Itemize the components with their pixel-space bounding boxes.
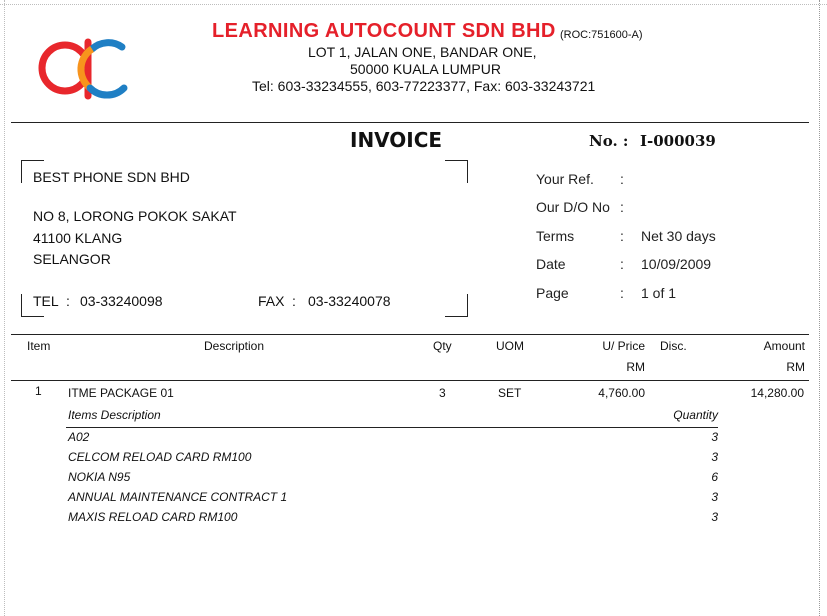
invoice-title: INVOICE: [350, 128, 443, 152]
meta-page-value: 1 of 1: [641, 285, 677, 301]
page-edge-left: [4, 0, 5, 616]
subitem-quantity: 3: [711, 510, 718, 524]
subitem-quantity: 3: [711, 490, 718, 504]
customer-address-line3: SELANGOR: [33, 251, 111, 267]
row-uprice: 4,760.00: [598, 386, 645, 400]
customer-tel-value: 03-33240098: [80, 293, 163, 309]
logo-c-blue-bottom: [90, 88, 124, 95]
meta-terms-value: Net 30 days: [641, 228, 716, 244]
col-header-uprice: U/ Price: [602, 339, 645, 353]
col-header-amount-unit: RM: [786, 360, 805, 374]
customer-address-line2: 41100 KLANG: [33, 230, 123, 246]
customer-fax-label: FAX: [258, 293, 285, 309]
meta-do-no-label: Our D/O No: [536, 199, 610, 215]
logo-c-blue-top: [92, 43, 122, 49]
col-header-uom: UOM: [496, 339, 524, 353]
col-header-description: Description: [204, 339, 265, 353]
table-header-bottom-rule: [11, 380, 809, 381]
row-uom: SET: [498, 386, 522, 400]
company-name: LEARNING AUTOCOUNT SDN BHD: [212, 20, 556, 42]
invoice-number-label: No. :: [589, 132, 629, 150]
col-header-uprice-unit: RM: [626, 360, 645, 374]
address-box-corner-br: [445, 294, 468, 317]
customer-tel-sep: :: [66, 293, 70, 309]
subitem-quantity: 6: [711, 470, 718, 484]
meta-page-label: Page: [536, 285, 569, 301]
table-header-top-rule: [11, 334, 809, 335]
header-divider: [11, 122, 809, 123]
meta-your-ref-label: Your Ref.: [536, 171, 594, 187]
col-header-item: Item: [27, 339, 51, 353]
subitem-description: CELCOM RELOAD CARD RM100: [68, 450, 252, 464]
row-description: ITME PACKAGE 01: [68, 386, 174, 400]
col-header-amount: Amount: [763, 339, 805, 353]
col-header-qty: Qty: [433, 339, 452, 353]
page-edge-top: [0, 4, 827, 5]
company-contact: Tel: 603-33234555, 603-77223377, Fax: 603-33243721: [252, 78, 596, 94]
customer-address-line1: NO 8, LORONG POKOK SAKAT: [33, 208, 237, 224]
row-amount: 14,280.00: [750, 386, 804, 400]
address-box-corner-tr: [445, 160, 468, 183]
company-logo: [38, 28, 130, 108]
meta-page-sep: :: [620, 285, 624, 301]
meta-your-ref-sep: :: [620, 171, 624, 187]
company-address-line1: LOT 1, JALAN ONE, BANDAR ONE,: [308, 44, 537, 60]
invoice-number-value: I-000039: [640, 132, 716, 150]
subitem-quantity: 3: [711, 430, 718, 444]
meta-do-no-sep: :: [620, 199, 624, 215]
page-edge-right: [819, 0, 820, 616]
customer-name: BEST PHONE SDN BHD: [33, 169, 190, 185]
customer-fax-sep: :: [292, 293, 296, 309]
company-address-line2: 50000 KUALA LUMPUR: [350, 61, 501, 77]
subitem-description: MAXIS RELOAD CARD RM100: [68, 510, 238, 524]
row-qty: 3: [439, 386, 446, 400]
meta-terms-sep: :: [620, 228, 624, 244]
customer-tel-label: TEL: [33, 293, 59, 309]
meta-date-value: 10/09/2009: [641, 256, 712, 272]
subitems-header-quantity: Quantity: [673, 408, 718, 422]
meta-date-sep: :: [620, 256, 624, 272]
col-header-disc: Disc.: [660, 339, 687, 353]
subitems-header-rule: [66, 427, 718, 428]
meta-terms-label: Terms: [536, 228, 575, 244]
row-item-no: 1: [35, 384, 42, 398]
subitems-header-description: Items Description: [68, 408, 161, 422]
customer-fax-value: 03-33240078: [308, 293, 391, 309]
company-roc: (ROC:751600-A): [560, 29, 643, 41]
subitem-description: NOKIA N95: [68, 470, 131, 484]
subitem-description: ANNUAL MAINTENANCE CONTRACT 1: [68, 490, 288, 504]
meta-date-label: Date: [536, 256, 566, 272]
subitem-quantity: 3: [711, 450, 718, 464]
subitem-description: A02: [68, 430, 90, 444]
